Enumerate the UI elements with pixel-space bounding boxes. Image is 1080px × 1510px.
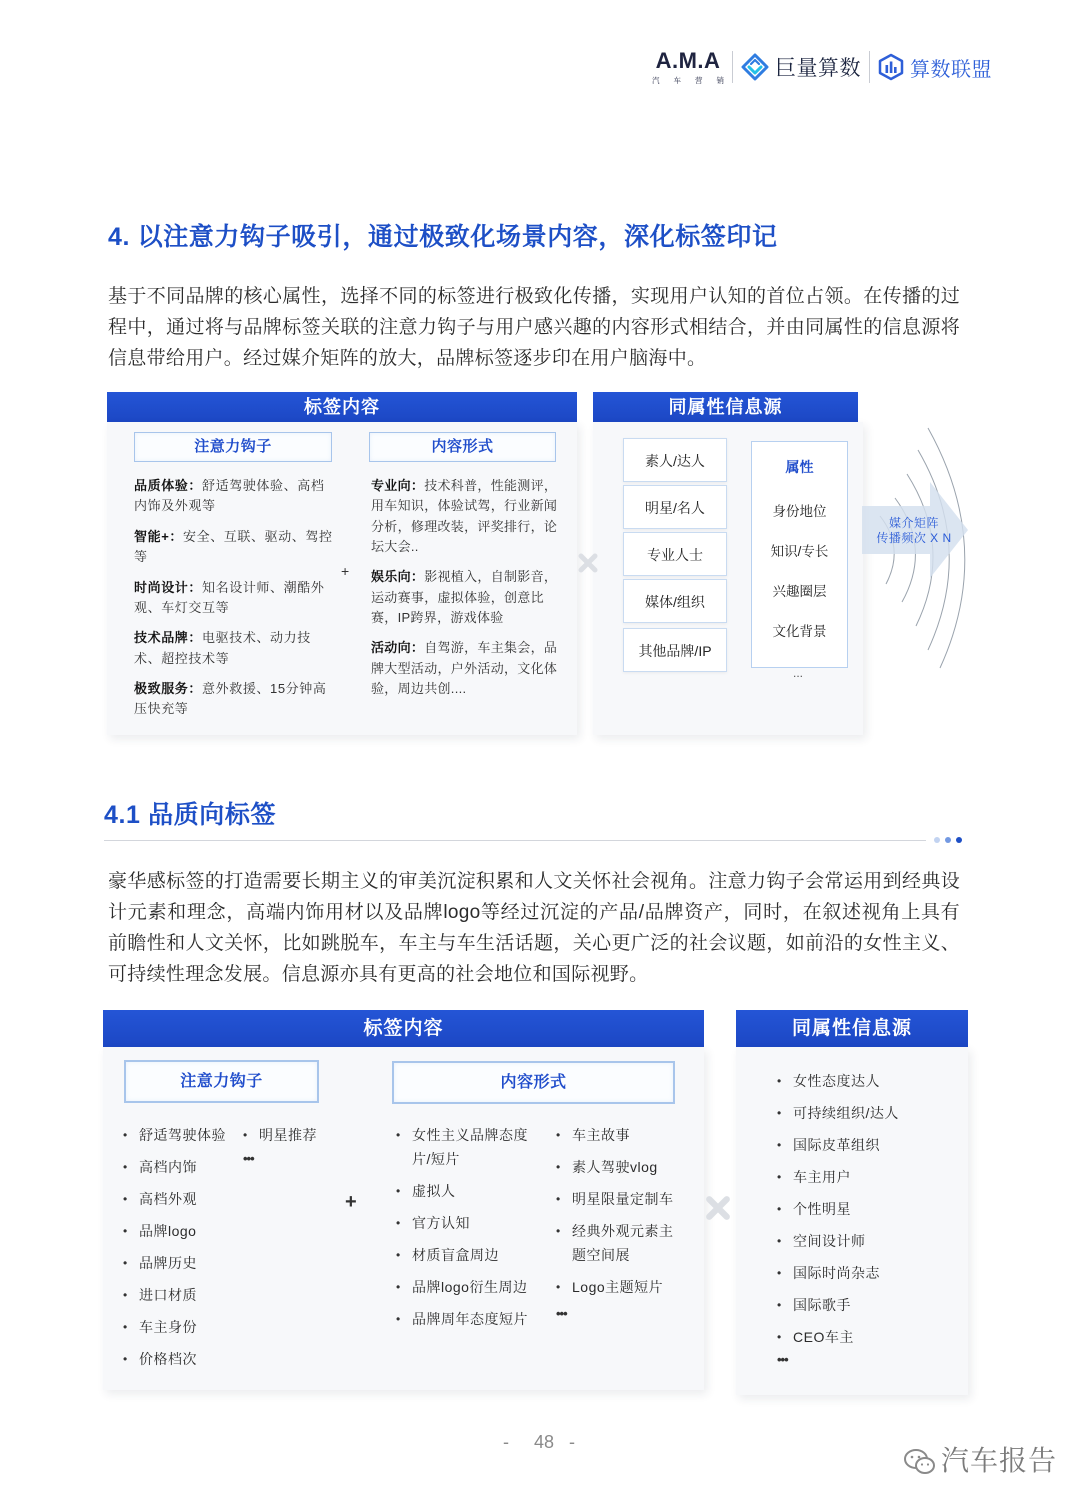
list-item: • 官方认知 — [395, 1211, 535, 1235]
hook-item — [134, 679, 336, 720]
info-source-box: 媒体/组织 — [623, 579, 727, 623]
list-item: • 个性明星 — [776, 1193, 956, 1225]
list-item: • 高档内饰 — [122, 1151, 242, 1183]
attribute-list — [752, 500, 847, 660]
content-form-label: 活动向： — [371, 640, 425, 656]
list-item: • 品牌logo衍生周边 — [395, 1275, 535, 1299]
list-item: • 空间设计师 — [776, 1225, 956, 1257]
divider-dot — [956, 837, 962, 843]
hook-item-text: 安全、互联、驱动、驾控等 — [134, 528, 333, 565]
content-form-text: 影视植入，自制影音，运动赛事，虚拟体验，创意比赛，IP跨界，游戏体验 — [371, 569, 558, 625]
attention-hook-list — [242, 1119, 342, 1151]
tag-content-header: 标签内容 — [107, 392, 577, 422]
multiply-icon — [576, 551, 600, 575]
list-item: • 品牌周年态度短片 — [395, 1307, 535, 1331]
tag-content-header: 标签内容 — [103, 1010, 704, 1047]
list-item: • 进口材质 — [122, 1279, 242, 1311]
list-item: • 车主身份 — [122, 1311, 242, 1343]
alliance-logo-text: 算数联盟 — [910, 58, 992, 81]
more-ellipsis: ••• — [243, 1151, 254, 1166]
list-item: • 国际歌手 — [776, 1289, 956, 1321]
list-item: • 价格档次 — [122, 1343, 242, 1375]
alliance-logo — [878, 53, 992, 82]
content-form-subheader: 内容形式 — [369, 432, 556, 462]
more-ellipsis: ••• — [777, 1352, 788, 1367]
ama-logo-subtext: 汽 车 营 销 — [652, 75, 724, 85]
hook-item-label: 极致服务： — [134, 681, 203, 697]
list-item: • 素人驾驶vlog — [555, 1155, 679, 1179]
content-form-item — [371, 476, 561, 557]
attribute-more: ... — [793, 666, 804, 680]
list-item: • CEO车主 — [776, 1321, 956, 1353]
attribute-item: 文化背景 — [772, 624, 827, 639]
section-title: 4.1 品质向标签 — [104, 801, 277, 829]
info-source-list — [776, 1065, 956, 1353]
info-source-header: 同属性信息源 — [736, 1010, 968, 1047]
list-item: • 舒适驾驶体验 — [122, 1119, 242, 1151]
content-form-label: 专业向： — [371, 478, 425, 493]
content-form-list — [371, 476, 561, 710]
list-item: • 国际皮革组织 — [776, 1129, 956, 1161]
page-number-dash: - — [569, 1432, 575, 1452]
list-item: • 国际时尚杂志 — [776, 1257, 956, 1289]
divider-dot — [934, 837, 940, 843]
list-item: • 可持续组织/达人 — [776, 1097, 956, 1129]
alliance-logo-icon — [878, 53, 904, 81]
content-form-text: 自驾游，车主集会，品牌大型活动，户外活动，文化体验，周边共创.... — [371, 640, 558, 697]
hook-item — [134, 628, 336, 669]
list-item: • 车主故事 — [555, 1123, 679, 1147]
logo-separator — [869, 51, 870, 83]
section-title: 4. 以注意力钩子吸引，通过极致化场景内容，深化标签印记 — [108, 223, 778, 251]
info-source-box: 素人/达人 — [623, 438, 727, 482]
ama-logo — [652, 49, 724, 86]
media-matrix-label — [864, 516, 964, 546]
juliang-logo — [741, 52, 861, 82]
list-item: • 女性态度达人 — [776, 1065, 956, 1097]
hook-item — [134, 527, 336, 568]
media-label-line: 传播频次 X N — [876, 531, 952, 545]
list-item: • 经典外观元素主题空间展 — [555, 1219, 679, 1267]
list-item: • 明星推荐 — [242, 1119, 342, 1151]
hook-item — [134, 578, 336, 619]
wechat-icon — [903, 1447, 937, 1477]
info-source-box: 明星/名人 — [623, 485, 727, 529]
info-source-box: 专业人士 — [623, 532, 727, 576]
ama-logo-text: A.M.A — [655, 47, 721, 73]
content-form-text: 技术科普，性能测评，用车知识，体验试驾，行业新闻分析，修理改装，评奖排行，论坛大会.. — [371, 478, 558, 554]
content-form-subheader: 内容形式 — [392, 1061, 675, 1104]
more-ellipsis: ••• — [556, 1306, 567, 1321]
juliang-logo-text: 巨量算数 — [775, 57, 861, 80]
hook-item-label: 技术品牌： — [134, 630, 203, 646]
plus-sign: + — [341, 563, 350, 579]
divider-dot — [945, 837, 951, 843]
hook-item-text: 电驱技术、动力技术、超控技术等 — [134, 630, 311, 666]
section-paragraph: 基于不同品牌的核心属性，选择不同的标签进行极致化传播，实现用户认知的首位占领。在传播的过程中，通过将与品牌标签关联的注意力钩子与用户感兴趣的内容形式相结合，并由同属性的信息源将信息带给用户。经过媒介矩阵的放大，品牌标签逐步印在用户脑海中。 — [108, 286, 960, 369]
list-item: • 高档外观 — [122, 1183, 242, 1215]
content-form-list — [395, 1123, 535, 1339]
attention-hook-subheader: 注意力钩子 — [124, 1060, 319, 1103]
attention-hook-list — [122, 1119, 242, 1375]
page-number: 48 — [534, 1432, 555, 1452]
content-form-item — [371, 567, 561, 628]
plus-sign: + — [345, 1191, 357, 1213]
section-paragraph: 豪华感标签的打造需要长期主义的审美沉淀积累和人文关怀社会视角。注意力钩子会常运用到经典设计元素和理念，高端内饰用材以及品牌logo等经过沉淀的产品/品牌资产，同时，在叙述视角上具有前瞻性和人文关怀，比如跳脱车，车主与车生活话题，关心更广泛的社会议题，如前沿的女性主义、可持续性理念发展。信息源亦具有更高的社会地位和国际视野。 — [108, 871, 960, 985]
attribute-item: 知识/专长 — [770, 544, 829, 559]
list-item: • 虚拟人 — [395, 1179, 535, 1203]
hook-item-label: 时尚设计： — [134, 579, 203, 595]
hook-item-text: 舒适驾驶体验、高档内饰及外观等 — [134, 478, 325, 514]
attribute-box — [751, 441, 848, 668]
attention-hook-list — [134, 476, 336, 730]
header-logo-bar — [652, 48, 992, 86]
content-form-list — [555, 1123, 679, 1307]
content-form-item — [371, 638, 561, 699]
logo-separator — [732, 51, 733, 83]
list-item: • 品牌logo — [122, 1215, 242, 1247]
attention-hook-subheader: 注意力钩子 — [134, 432, 332, 462]
section-divider — [104, 840, 926, 841]
page-number-dash: - — [503, 1432, 509, 1452]
content-form-label: 娱乐向： — [371, 569, 425, 585]
hook-item-text: 知名设计师、潮酷外观、车灯交互等 — [134, 579, 325, 615]
info-source-header: 同属性信息源 — [593, 392, 858, 422]
hook-item-label: 智能+： — [134, 528, 183, 544]
list-item: • 女性主义品牌态度片/短片 — [395, 1123, 535, 1171]
info-source-box: 其他品牌/IP — [623, 628, 727, 672]
multiply-icon — [703, 1193, 733, 1223]
list-item: • Logo主题短片 — [555, 1275, 679, 1299]
list-item: • 材质盲盒周边 — [395, 1243, 535, 1267]
hook-item-label: 品质体验： — [134, 478, 203, 493]
attribute-item: 身份地位 — [772, 504, 827, 519]
attribute-item: 兴趣圈层 — [772, 584, 827, 599]
juliang-logo-icon — [741, 53, 769, 81]
media-label-line: 媒介矩阵 — [888, 516, 939, 530]
hook-item-text: 意外救援、15分钟高压快充等 — [134, 681, 327, 717]
attribute-title: 属性 — [785, 459, 814, 475]
hook-item — [134, 476, 336, 517]
media-matrix-arrow — [850, 420, 975, 680]
list-item: • 品牌历史 — [122, 1247, 242, 1279]
list-item: • 明星限量定制车 — [555, 1187, 679, 1211]
list-item: • 车主用户 — [776, 1161, 956, 1193]
watermark-text: 汽车报告 — [941, 1445, 1058, 1476]
